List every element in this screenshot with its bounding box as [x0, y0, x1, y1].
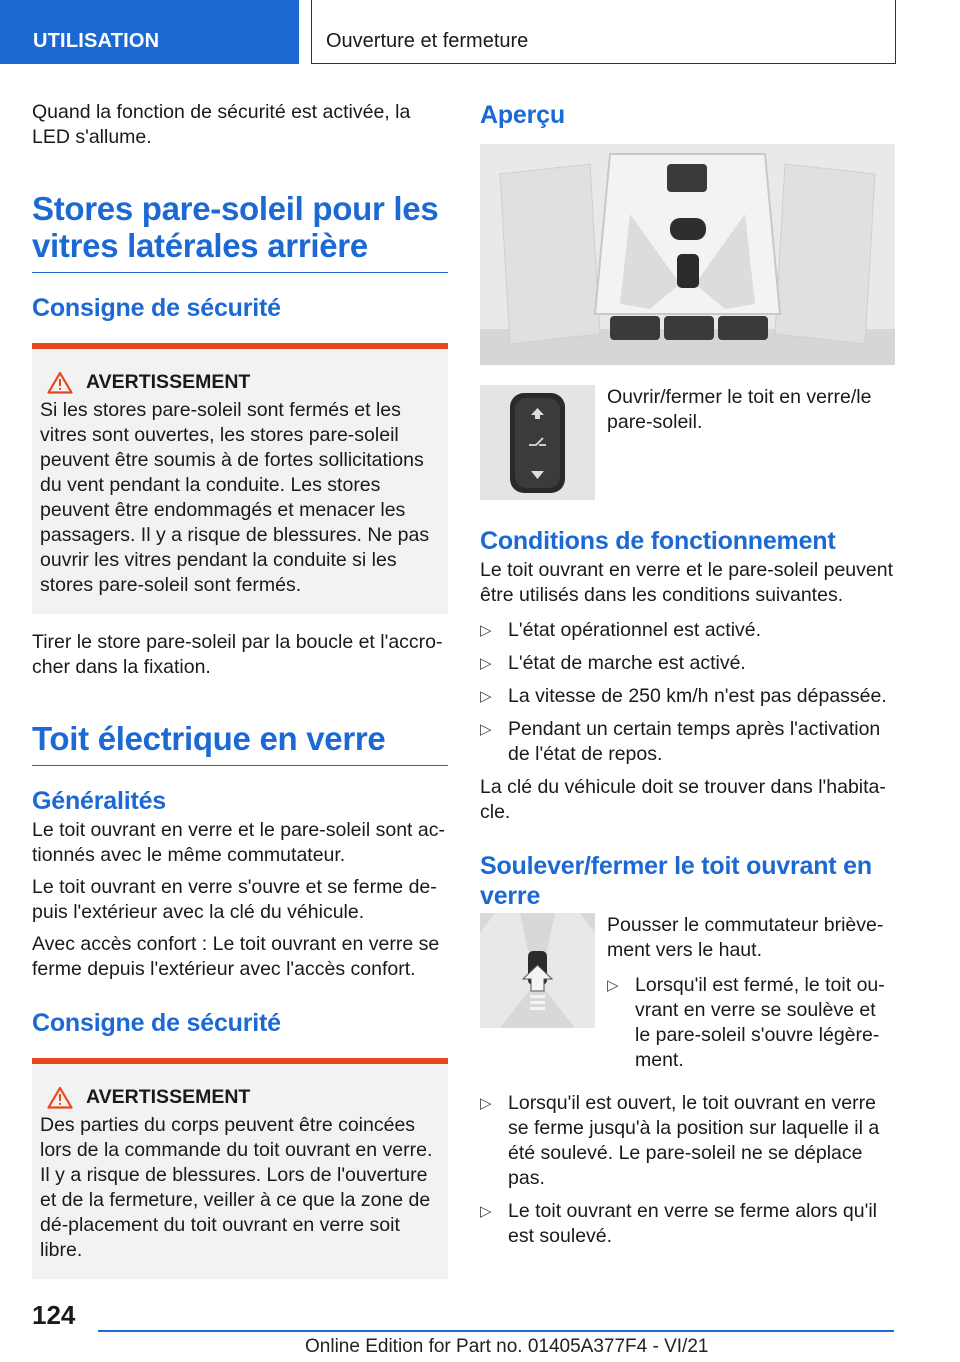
general-paragraph-3: Avec accès confort : Le toit ouvrant en verre se ferme depuis l'extérieur avec l'accès confort.: [32, 933, 440, 980]
section-tab: UTILISATION: [0, 0, 299, 64]
roof-console-photo: [480, 144, 895, 365]
warning-text-1: Si les stores pare-soleil sont fermés et les vitres sont ouvertes, les stores pare-soleil peuvent être soumis à de fortes sollicitations du vent pendant la conduite. Les stores peuvent être endommagés et menacer les passagers. Il y a risque de blessures. Ne pas ouvrir les vitres pendant la conduite si les stores pare-soleil sont fermés.: [40, 399, 430, 596]
right-column: [480, 100, 896, 1257]
switch-caption: Ouvrir/fermer le toit en verre/le pare-soleil.: [607, 386, 872, 433]
heading-safety-2: Consigne de sécurité: [32, 1009, 281, 1037]
conditions-list: [480, 618, 896, 767]
list-item: ▷ L'état de marche est activé.: [480, 651, 896, 676]
warning-title-1: AVERTISSEMENT: [86, 371, 251, 393]
heading-safety-1: Consigne de sécurité: [32, 294, 281, 322]
heading-conditions: Conditions de fonctionnement: [480, 527, 836, 555]
heading-glass-roof: Toit électrique en verre: [32, 720, 448, 766]
heading-overview: Aperçu: [480, 101, 565, 129]
key-note: La clé du véhicule doit se trouver dans l'habita-cle.: [480, 776, 886, 823]
warning-triangle-icon: [40, 371, 80, 394]
list-item: ▷ La vitesse de 250 km/h n'est pas dépassée.: [480, 684, 896, 709]
warning-title-2: AVERTISSEMENT: [86, 1086, 251, 1108]
raise-sublist: [607, 973, 896, 1073]
raise-row: [480, 913, 896, 1081]
intro-paragraph: Quand la fonction de sécurité est activée, la LED s'allume.: [32, 101, 411, 148]
switch-row: [480, 385, 896, 500]
chapter-title: Ouverture et fermeture: [311, 0, 896, 64]
warning-box-2: [32, 1058, 448, 1279]
heading-sunblinds: Stores pare-soleil pour les vitres latérales arrière: [32, 190, 448, 273]
edition-text: Online Edition for Part no. 01405A377F4 - VI/21: [305, 1336, 709, 1357]
conditions-intro: Le toit ouvrant en verre et le pare-soleil peuvent être utilisés dans les conditions suivantes.: [480, 559, 893, 606]
heading-raise-close: Soulever/fermer le toit ouvrant en verre: [480, 852, 872, 910]
list-item: ▷ Pendant un certain temps après l'activation de l'état de repos.: [480, 717, 896, 767]
warning-triangle-icon: [40, 1086, 80, 1109]
left-column: [32, 100, 448, 1295]
roof-switch-image: [480, 385, 595, 500]
list-item: ▷ Lorsqu'il est fermé, le toit ou-vrant en verre se soulève et le pare-soleil s'ouvre légère-ment.: [607, 973, 896, 1073]
list-item: ▷ Lorsqu'il est ouvert, le toit ouvrant en verre se ferme jusqu'à la position sur laquelle il a été soulevé. Le pare-soleil ne se déplace pas.: [480, 1091, 896, 1191]
switch-push-image: [480, 913, 595, 1028]
list-item: ▷ L'état opérationnel est activé.: [480, 618, 896, 643]
footer-divider: [98, 1330, 894, 1332]
raise-text: Pousser le commutateur briève-ment vers le haut.: [607, 914, 884, 961]
heading-general: Généralités: [32, 787, 166, 815]
page-number: 124: [32, 1300, 76, 1330]
blind-instruction: Tirer le store pare-soleil par la boucle et l'accro-cher dans la fixation.: [32, 631, 443, 678]
list-item: ▷ Le toit ouvrant en verre se ferme alors qu'il est soulevé.: [480, 1199, 896, 1249]
general-paragraph-1: Le toit ouvrant en verre et le pare-soleil sont ac-tionnés avec le même commutateur.: [32, 819, 445, 866]
warning-text-2: Des parties du corps peuvent être coincées lors de la commande du toit ouvrant en verre. Il y a risque de blessures. Lors de l'ouverture et de la fermeture, veiller à ce que la zone de dé-placement du toit ouvrant en verre soit libre.: [40, 1114, 433, 1261]
warning-box-1: [32, 343, 448, 614]
raise-list: [480, 1091, 896, 1249]
general-paragraph-2: Le toit ouvrant en verre s'ouvre et se ferme de-puis l'extérieur avec la clé du véhicule.: [32, 876, 437, 923]
